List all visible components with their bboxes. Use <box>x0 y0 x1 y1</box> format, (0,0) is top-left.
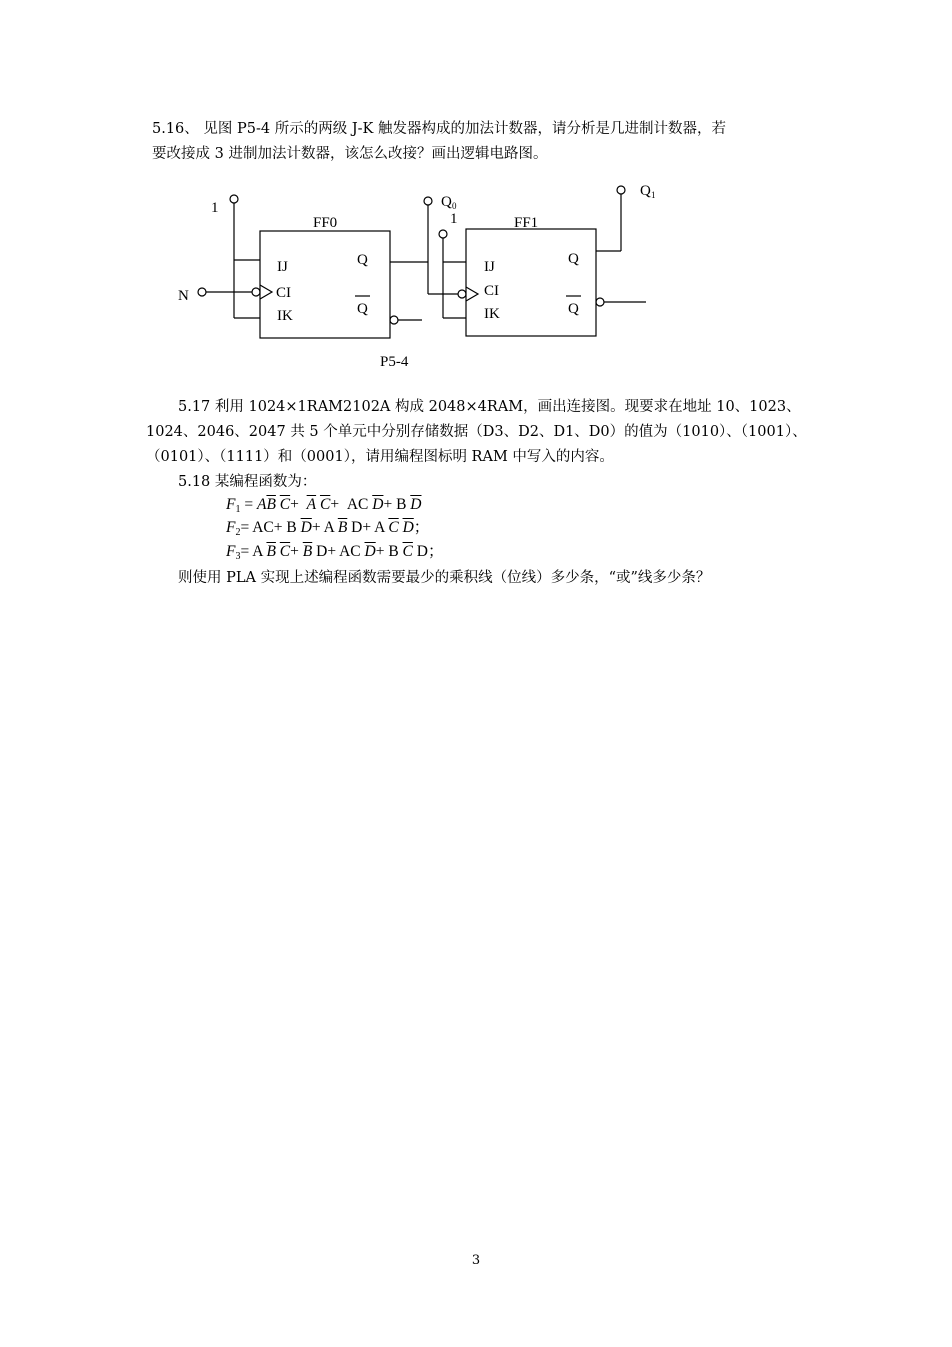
f1-t4b: $\overline{D}$ <box>410 496 422 513</box>
f2-t3b: $\overline{B}$ <box>337 519 348 536</box>
f2-end: ； <box>413 519 430 536</box>
ff1-const-one-terminal <box>439 230 447 238</box>
f2-p3: + <box>362 519 375 536</box>
q0-label: Q <box>441 194 452 210</box>
f3-t3a: AC <box>339 543 365 560</box>
input-n-label: N <box>178 288 189 304</box>
f3-eq: = <box>240 543 253 560</box>
q518-question: 则使用 PLA 实现上述编程函数需要最少的乘积线（位线）多少条，“或”线多少条？ <box>178 570 711 586</box>
ff0-const-one-terminal <box>230 195 238 203</box>
q1-terminal <box>617 186 625 194</box>
ff1-clock-triangle <box>466 287 478 301</box>
f1-t2a: $\overline{A}$ <box>306 496 317 513</box>
ff1-qbar-label: Q <box>568 301 579 317</box>
f2-t4b: $\overline{C}$ <box>388 519 399 536</box>
f1-t2b: $\overline{C}$ <box>319 496 331 513</box>
ff0-clock-triangle <box>260 285 272 299</box>
f2-t3c: D <box>347 519 363 536</box>
f3-t4a: B <box>388 543 403 560</box>
f1-t1c: $\overline{C}$ <box>279 496 291 513</box>
page-number: 3 <box>471 1253 481 1268</box>
f1-sub: 1 <box>235 504 241 515</box>
q516-line2: 要改接成 3 进制加法计数器，该怎么改接？画出逻辑电路图。 <box>152 146 548 162</box>
f1-lhs: F <box>226 496 236 513</box>
q517-line1: 5.17 利用 1024×1RAM2102A 构成 2048×4RAM，画出连接图。现要求在地址 10、1023、 <box>178 399 801 415</box>
f1-t1b: $\overline{B}$ <box>266 496 276 513</box>
ff1-title: FF1 <box>514 215 539 231</box>
q517-line3: （0101）、（1111）和（0001），请用编程图标明 RAM 中写入的内容。 <box>146 449 614 465</box>
f1-t1a: A <box>256 496 267 513</box>
f2-lhs: F <box>226 519 236 536</box>
f1-eq: = <box>240 496 257 513</box>
f3-p3: + <box>375 543 389 560</box>
q516-line1: 5.16、 见图 P5-4 所示的两级 J-K 触发器构成的加法计数器，请分析是几进制计数器，若 <box>152 121 726 137</box>
ff0-qbar-bubble <box>390 316 398 324</box>
ff0-qbar-label: Q <box>357 301 368 317</box>
ff0-clock-bubble <box>252 288 260 296</box>
ff0-q-label: Q <box>357 252 368 268</box>
f1-t3a: AC <box>346 496 373 513</box>
f2-t4a: A <box>374 519 389 536</box>
f3-p1: + <box>290 543 303 560</box>
q518-intro: 5.18 某编程函数为： <box>178 474 317 490</box>
ff1-q-label: Q <box>568 251 579 267</box>
f2-t2b: $\overline{D}$ <box>300 519 312 536</box>
ff1-const-one-label: 1 <box>450 211 458 227</box>
f3-t1a: A <box>252 543 267 560</box>
f1-p2: + <box>330 496 343 513</box>
f1-p3: + <box>383 496 397 513</box>
f3-sub: 3 <box>235 551 241 562</box>
figure-caption: P5-4 <box>380 354 409 370</box>
f3-p2: + <box>327 543 340 560</box>
formula-f3 <box>226 541 443 568</box>
q1-subscript: 1 <box>651 190 656 200</box>
f1-t3b: $\overline{D}$ <box>372 496 384 513</box>
f3-t3b: $\overline{D}$ <box>364 543 376 560</box>
q0-subscript: 0 <box>452 201 457 211</box>
ff1-k-label: IK <box>484 306 500 322</box>
q1-label: Q <box>640 183 651 199</box>
ff0-k-label: IK <box>277 308 293 324</box>
f2-sub: 2 <box>235 527 241 538</box>
f1-t4a: B <box>396 496 411 513</box>
f3-t4c: D <box>412 543 428 560</box>
f2-eq: = <box>240 519 253 536</box>
f3-t1b: $\overline{B}$ <box>266 543 276 560</box>
ff0-title: FF0 <box>313 215 338 231</box>
f3-t1d: $\overline{C}$ <box>279 543 291 560</box>
f2-t1: AC <box>252 519 274 536</box>
ff0-c-label: CI <box>276 285 291 301</box>
formula-f2 <box>226 517 429 544</box>
ff1-clock-bubble <box>458 290 466 298</box>
ff1-c-label: CI <box>484 283 499 299</box>
f2-p2: + <box>311 519 324 536</box>
f3-end: ； <box>427 543 444 560</box>
f2-t4d: $\overline{D}$ <box>402 519 414 536</box>
ff1-qbar-bubble <box>596 298 604 306</box>
f2-p1: + <box>273 519 287 536</box>
input-n-terminal <box>198 288 206 296</box>
f2-t3a: A <box>323 519 338 536</box>
circuit-diagram-p5-4 <box>0 0 952 380</box>
q517-line2: 1024、2046、2047 共 5 个单元中分别存储数据（D3、D2、D1、D0）的值为（1010）、（1001）、 <box>146 424 807 440</box>
ff0-j-label: IJ <box>277 259 288 275</box>
f3-lhs: F <box>226 543 236 560</box>
f1-p1: + <box>290 496 303 513</box>
f3-t4b: $\overline{C}$ <box>402 543 413 560</box>
q0-terminal <box>424 197 432 205</box>
f3-t2b: D <box>312 543 328 560</box>
ff1-j-label: IJ <box>484 259 495 275</box>
f2-t2a: B <box>286 519 301 536</box>
ff0-const-one-label: 1 <box>211 200 219 216</box>
f3-t2a: $\overline{B}$ <box>302 543 313 560</box>
